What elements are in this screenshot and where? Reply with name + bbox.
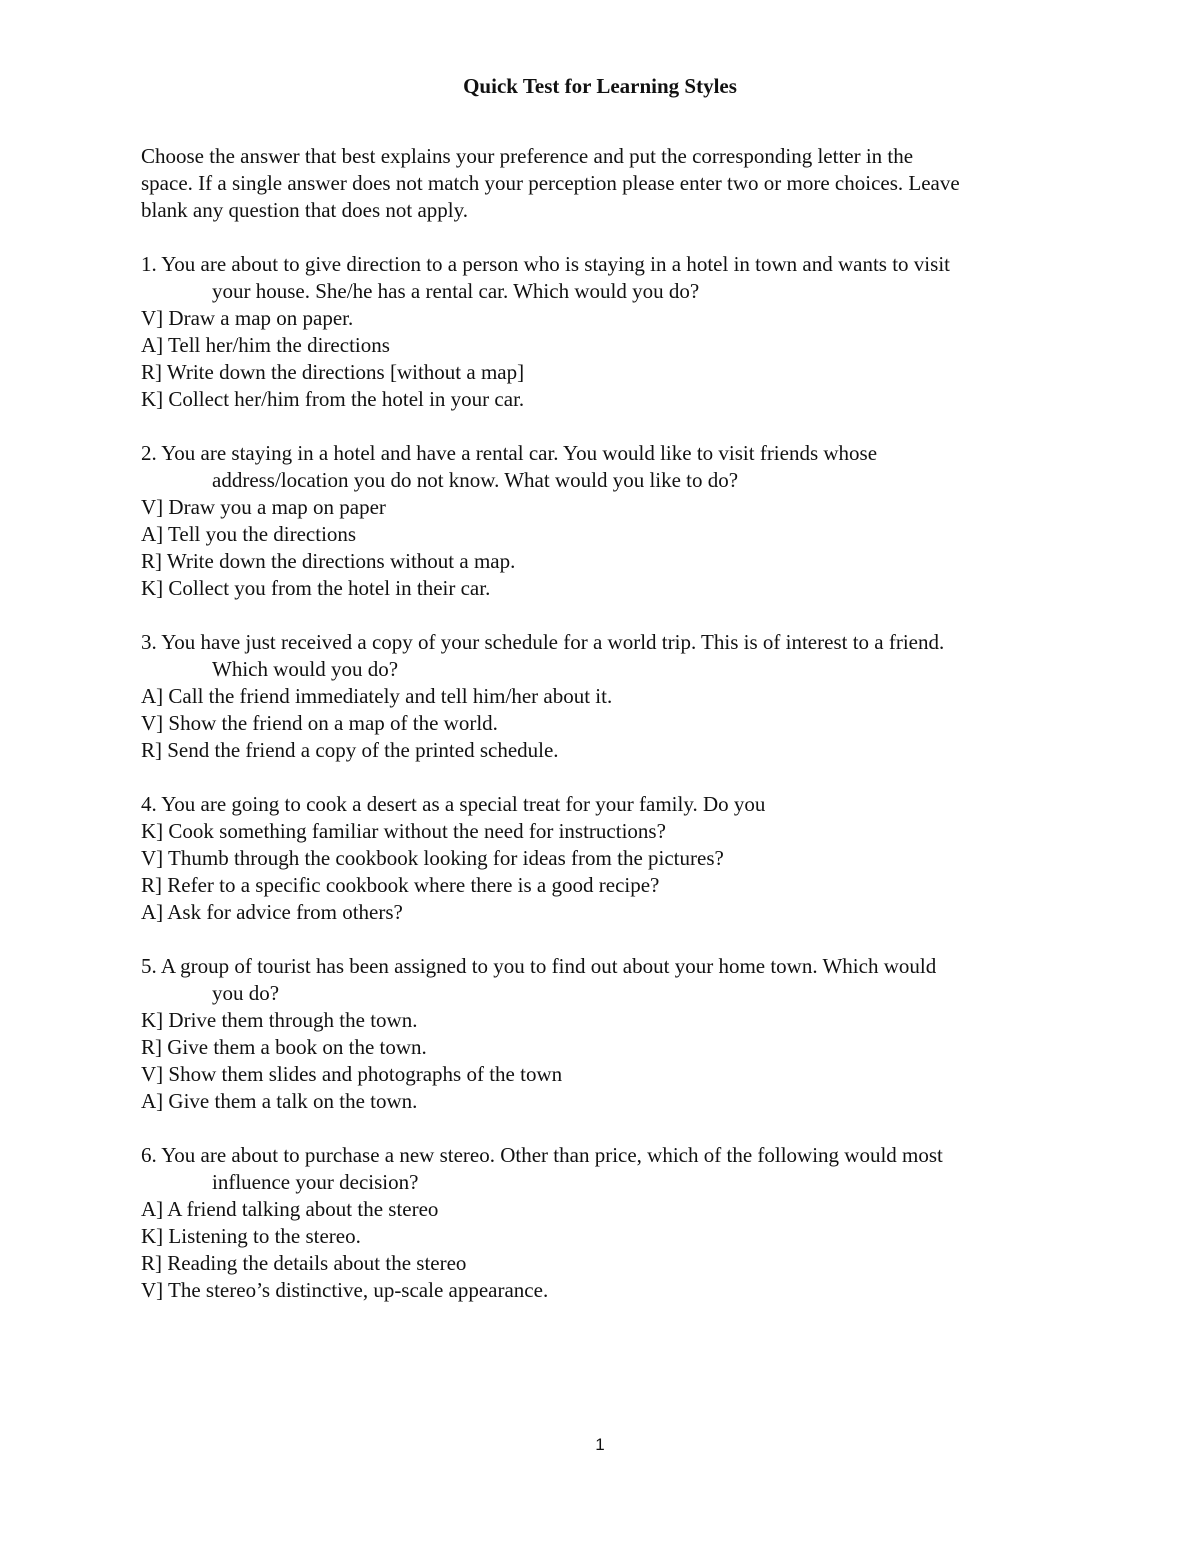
- answer-option: R] Reading the details about the stereo: [141, 1251, 467, 1275]
- answer-option: K] Listening to the stereo.: [141, 1224, 361, 1248]
- page-number: 1: [595, 1435, 605, 1454]
- page-title: Quick Test for Learning Styles: [463, 74, 737, 98]
- answer-option: A] Tell her/him the directions: [141, 333, 390, 357]
- question-text-continued: your house. She/he has a rental car. Which would you do?: [212, 279, 700, 303]
- instructions-paragraph: [141, 143, 1071, 224]
- question-6: [141, 1142, 1071, 1304]
- answer-option: R] Write down the directions [without a map]: [141, 360, 525, 384]
- question-1: [141, 251, 1071, 413]
- answer-option: R] Write down the directions without a map.: [141, 549, 516, 573]
- question-text-continued: influence your decision?: [212, 1170, 419, 1194]
- answer-option: V] The stereo’s distinctive, up-scale appearance.: [141, 1278, 549, 1302]
- answer-option: V] Draw a map on paper.: [141, 306, 354, 330]
- question-4: [141, 791, 1071, 926]
- question-3: [141, 629, 1071, 764]
- question-text: 2. You are staying in a hotel and have a rental car. You would like to visit friends whose: [141, 441, 878, 465]
- answer-option: V] Draw you a map on paper: [141, 495, 386, 519]
- answer-option: R] Give them a book on the town.: [141, 1035, 427, 1059]
- answer-option: R] Refer to a specific cookbook where there is a good recipe?: [141, 873, 660, 897]
- answer-option: V] Show them slides and photographs of the town: [141, 1062, 563, 1086]
- question-text: 3. You have just received a copy of your schedule for a world trip. This is of interest to a friend.: [141, 630, 945, 654]
- question-text: 5. A group of tourist has been assigned to you to find out about your home town. Which would: [141, 954, 937, 978]
- answer-option: A] Tell you the directions: [141, 522, 357, 546]
- instructions-line: space. If a single answer does not match your perception please enter two or more choices. Leave: [141, 171, 960, 195]
- question-2: [141, 440, 1071, 602]
- question-text: 1. You are about to give direction to a person who is staying in a hotel in town and wants to visit: [141, 252, 950, 276]
- answer-option: R] Send the friend a copy of the printed schedule.: [141, 738, 559, 762]
- answer-option: K] Cook something familiar without the need for instructions?: [141, 819, 666, 843]
- question-text: 6. You are about to purchase a new stereo. Other than price, which of the following would most: [141, 1143, 943, 1167]
- answer-option: V] Show the friend on a map of the world.: [141, 711, 498, 735]
- answer-option: K] Drive them through the town.: [141, 1008, 418, 1032]
- answer-option: A] A friend talking about the stereo: [141, 1197, 439, 1221]
- instructions-line: blank any question that does not apply.: [141, 198, 468, 222]
- answer-option: K] Collect her/him from the hotel in your car.: [141, 387, 525, 411]
- answer-option: K] Collect you from the hotel in their car.: [141, 576, 491, 600]
- question-text-continued: you do?: [212, 981, 280, 1005]
- answer-option: A] Ask for advice from others?: [141, 900, 403, 924]
- question-list: [141, 251, 1071, 1331]
- answer-option: A] Give them a talk on the town.: [141, 1089, 418, 1113]
- instructions-line: Choose the answer that best explains your preference and put the corresponding letter in the: [141, 144, 914, 168]
- question-text-continued: address/location you do not know. What would you like to do?: [212, 468, 739, 492]
- question-5: [141, 953, 1071, 1115]
- question-text-continued: Which would you do?: [212, 657, 399, 681]
- answer-option: A] Call the friend immediately and tell him/her about it.: [141, 684, 613, 708]
- question-text: 4. You are going to cook a desert as a special treat for your family. Do you: [141, 792, 766, 816]
- answer-option: V] Thumb through the cookbook looking for ideas from the pictures?: [141, 846, 724, 870]
